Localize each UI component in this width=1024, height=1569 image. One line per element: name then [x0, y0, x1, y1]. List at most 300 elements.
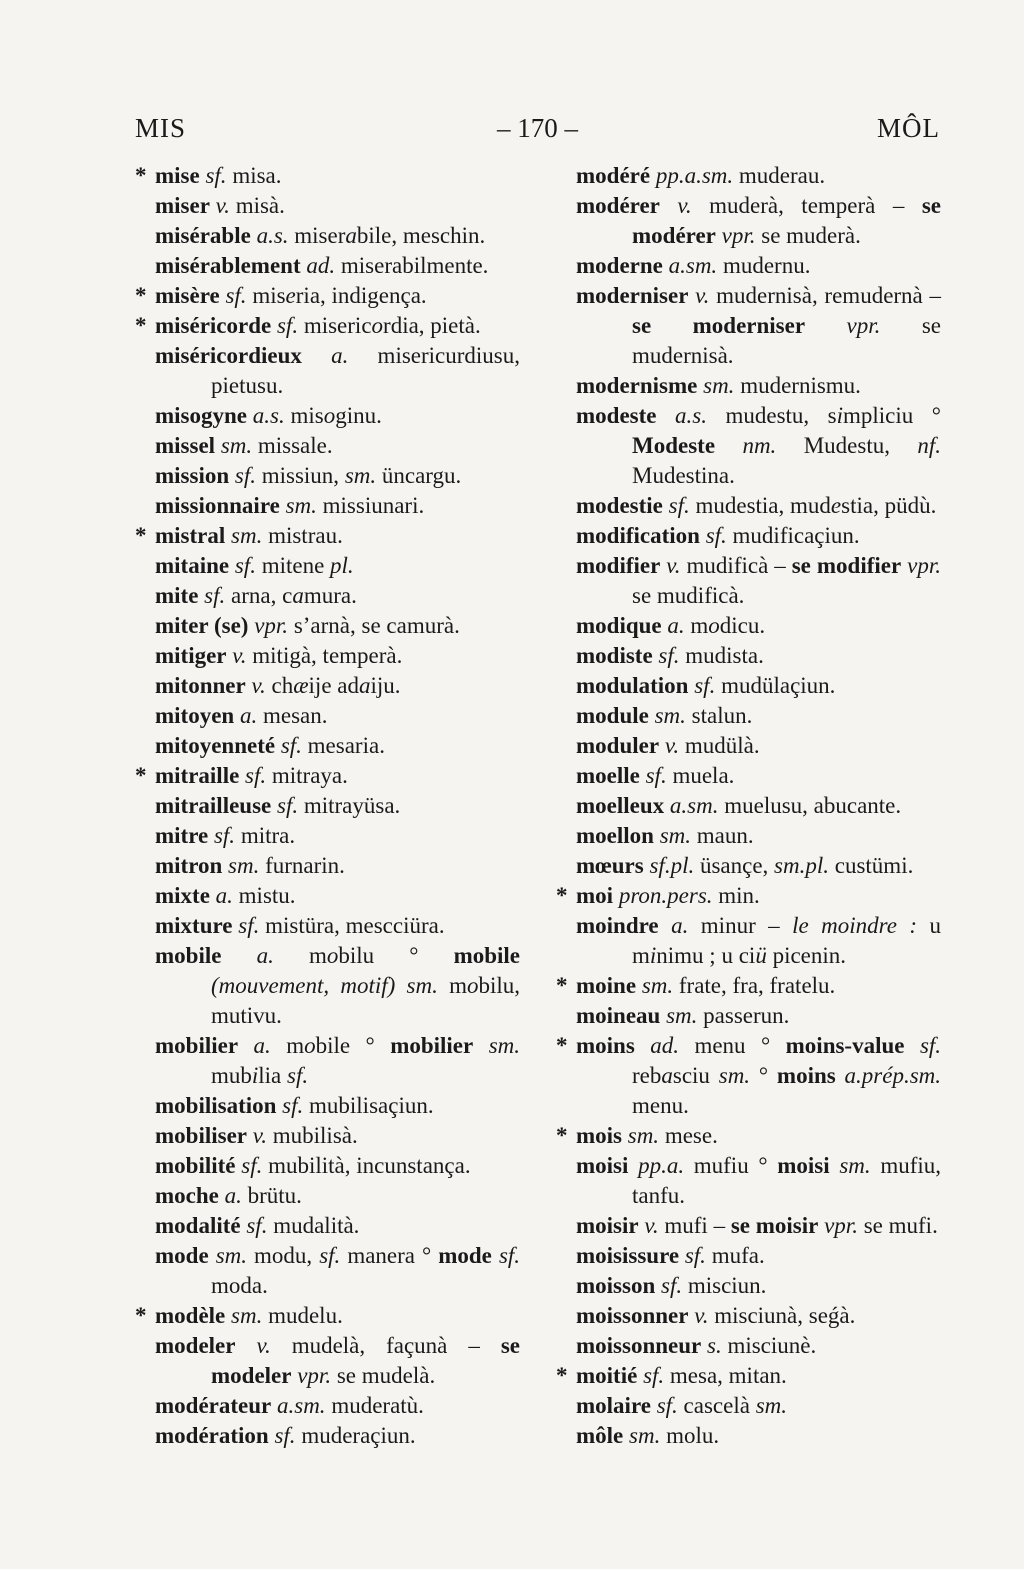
dictionary-entry [135, 821, 520, 851]
translation-text: muderà, temperà – [691, 193, 922, 218]
headword-or-bold-text: moisissure [576, 1243, 680, 1268]
grammar-abbrev-or-italic-text: a.s. [675, 403, 707, 428]
dictionary-entry [135, 1241, 520, 1301]
headword-or-bold-text: miter (se) [155, 613, 249, 638]
dictionary-entry [556, 251, 941, 281]
headword-or-bold-text: moins [776, 1063, 836, 1088]
translation-text [715, 433, 742, 458]
translation-text: se mudelà. [331, 1363, 436, 1388]
grammar-abbrev-or-italic-text: sf. [277, 793, 299, 818]
translation-text: mudernu. [717, 253, 811, 278]
translation-text: mudestu, s [706, 403, 837, 428]
translation-text [904, 1033, 919, 1058]
entry-star: * [135, 1303, 147, 1328]
dictionary-entry [135, 761, 520, 791]
headword-or-bold-text: moderne [576, 253, 663, 278]
dictionary-entry [556, 911, 941, 971]
headword-or-bold-text: modique [576, 613, 662, 638]
translation-text: mudelà, façunà – [270, 1333, 501, 1358]
translation-text: mis [246, 283, 286, 308]
dictionary-entry [556, 521, 941, 551]
dictionary-entry [135, 1331, 520, 1391]
translation-text: mubilisaçiun. [303, 1093, 434, 1118]
dictionary-entry [135, 491, 520, 521]
translation-text: m [273, 943, 327, 968]
translation-text: furnarin. [259, 853, 345, 878]
grammar-abbrev-or-italic-text: e [285, 283, 296, 308]
grammar-abbrev-or-italic-text: sm. [231, 1303, 263, 1328]
grammar-abbrev-or-italic-text: o [708, 613, 720, 638]
translation-text [221, 943, 256, 968]
grammar-abbrev-or-italic-text: sf. [234, 553, 256, 578]
dictionary-entry [135, 1421, 520, 1451]
headword-or-bold-text: modeler [155, 1333, 236, 1358]
grammar-abbrev-or-italic-text: a [359, 673, 371, 698]
headword-or-bold-text: misogyne [155, 403, 247, 428]
dictionary-entry [135, 281, 520, 311]
headword-or-bold-text: mitiger [155, 643, 227, 668]
translation-text: misericurdiusu, pietusu. [211, 343, 521, 398]
dictionary-entry [556, 1031, 941, 1121]
translation-text: miserabilmente. [335, 253, 489, 278]
grammar-abbrev-or-italic-text: a [345, 223, 357, 248]
translation-text: mudernisà, remudernà – [709, 283, 941, 308]
grammar-abbrev-or-italic-text: ad. [306, 253, 336, 278]
headword-or-bold-text: moellon [576, 823, 654, 848]
dictionary-entry [556, 1361, 941, 1391]
translation-text: missale. [252, 433, 333, 458]
grammar-abbrev-or-italic-text: v. [666, 553, 681, 578]
translation-text: stalun. [685, 703, 753, 728]
translation-text [805, 313, 846, 338]
grammar-abbrev-or-italic-text: o [371, 313, 384, 338]
grammar-abbrev-or-italic-text: a. [671, 913, 689, 938]
grammar-abbrev-or-italic-text: sm. [654, 703, 686, 728]
grammar-abbrev-or-italic-text: i [251, 1063, 259, 1088]
dictionary-entry [135, 191, 520, 221]
entry-star: * [556, 1363, 568, 1388]
grammar-abbrev-or-italic-text: o [466, 973, 479, 998]
grammar-abbrev-or-italic-text: sf. [274, 1423, 296, 1448]
guide-word-left: MIS [135, 113, 187, 143]
grammar-abbrev-or-italic-text: sf. [658, 643, 680, 668]
translation-text: passerun. [697, 1003, 790, 1028]
headword-or-bold-text: mitaine [155, 553, 230, 578]
headword-or-bold-text: se modeler [211, 1333, 521, 1388]
translation-text: mufi – [658, 1213, 731, 1238]
column-right [556, 161, 941, 1451]
grammar-abbrev-or-italic-text: vpr. [721, 223, 756, 248]
headword-or-bold-text: mobile [453, 943, 521, 968]
headword-or-bold-text: modifier [576, 553, 661, 578]
entry-star: * [556, 883, 568, 908]
headword-or-bold-text: module [576, 703, 649, 728]
headword-or-bold-text: mobilier [390, 1033, 474, 1058]
dictionary-entry [556, 1001, 941, 1031]
dictionary-entry [135, 701, 520, 731]
translation-text: Mudestina. [632, 463, 735, 488]
headword-or-bold-text: mobilisation [155, 1093, 277, 1118]
grammar-abbrev-or-italic-text: le moindre : [792, 913, 918, 938]
translation-text: menu. [632, 1093, 689, 1118]
grammar-abbrev-or-italic-text: a [661, 1063, 673, 1088]
grammar-abbrev-or-italic-text: a. [256, 943, 274, 968]
dictionary-entry [135, 941, 520, 1031]
dictionary-entry [556, 1421, 941, 1451]
headword-or-bold-text: mixte [155, 883, 210, 908]
grammar-abbrev-or-italic-text: sm. [641, 973, 674, 998]
translation-text: mudificaçiun. [726, 523, 860, 548]
dictionary-entry [556, 971, 941, 1001]
dictionary-entry [135, 1301, 520, 1331]
translation-text: ria, indigença. [295, 283, 427, 308]
dictionary-entry [135, 161, 520, 191]
headword-or-bold-text: moche [155, 1183, 219, 1208]
translation-text: mitra. [235, 823, 296, 848]
grammar-abbrev-or-italic-text: sf. [238, 913, 260, 938]
translation-text [238, 1033, 253, 1058]
grammar-abbrev-or-italic-text: sf. [694, 673, 716, 698]
grammar-abbrev-or-italic-text: v. [256, 1333, 271, 1358]
grammar-abbrev-or-italic-text: sm. [629, 1423, 661, 1448]
translation-text: muelusu, abucante. [718, 793, 902, 818]
translation-text: stia, püdù. [841, 493, 937, 518]
headword-or-bold-text: mitrailleuse [155, 793, 272, 818]
translation-text: miseric [298, 313, 372, 338]
headword-or-bold-text: mise [155, 163, 200, 188]
dictionary-entry [556, 611, 941, 641]
grammar-abbrev-or-italic-text: v. [677, 193, 692, 218]
headword-or-bold-text: se modifier [791, 553, 902, 578]
page-number: – 170 – [497, 113, 578, 143]
dictionary-entry [135, 851, 520, 881]
headword-or-bold-text: môle [576, 1423, 624, 1448]
dictionary-entry [135, 791, 520, 821]
headword-or-bold-text: missel [155, 433, 216, 458]
grammar-abbrev-or-italic-text: sf. [280, 733, 302, 758]
grammar-abbrev-or-italic-text: sf. [241, 1153, 263, 1178]
grammar-abbrev-or-italic-text: sf. [213, 823, 236, 848]
translation-text: u m [632, 913, 942, 968]
translation-text: missiun, [255, 463, 345, 488]
grammar-abbrev-or-italic-text: sm. [220, 433, 253, 458]
translation-text: mufa. [705, 1243, 765, 1268]
grammar-abbrev-or-italic-text: a. [667, 613, 685, 638]
grammar-abbrev-or-italic-text: v. [695, 283, 710, 308]
translation-text: bilu, mutivu. [211, 973, 520, 1028]
grammar-abbrev-or-italic-text: v. [232, 643, 247, 668]
translation-text: nimu ; u ci [656, 943, 756, 968]
grammar-abbrev-or-italic-text: sf. [319, 1243, 341, 1268]
dictionary-entry [556, 671, 941, 701]
translation-text: misa. [226, 163, 282, 188]
grammar-abbrev-or-italic-text: o [304, 1033, 316, 1058]
grammar-abbrev-or-italic-text: vpr. [824, 1213, 858, 1238]
headword-or-bold-text: mois [576, 1123, 622, 1148]
translation-text: misà. [229, 193, 285, 218]
dictionary-entry [556, 1211, 941, 1241]
translation-text: minur – [688, 913, 793, 938]
grammar-abbrev-or-italic-text: sf. [204, 583, 226, 608]
dictionary-entry [556, 1241, 941, 1271]
dictionary-entry [135, 1091, 520, 1121]
grammar-abbrev-or-italic-text: vpr. [297, 1363, 332, 1388]
grammar-abbrev-or-italic-text: sf. [225, 283, 247, 308]
grammar-abbrev-or-italic-text: i [649, 943, 657, 968]
translation-text: mistu. [232, 883, 296, 908]
entry-star: * [556, 973, 568, 998]
headword-or-bold-text: moineau [576, 1003, 661, 1028]
grammar-abbrev-or-italic-text: sf. [919, 1033, 942, 1058]
dictionary-entry [135, 911, 520, 941]
translation-text: mudestia, mud [689, 493, 831, 518]
dictionary-entry [556, 491, 941, 521]
dictionary-entry [556, 821, 941, 851]
headword-or-bold-text: mission [155, 463, 230, 488]
headword-or-bold-text: miséricorde [155, 313, 272, 338]
headword-or-bold-text: misérable [155, 223, 251, 248]
grammar-abbrev-or-italic-text: sm. [703, 373, 735, 398]
translation-text: mudista. [679, 643, 764, 668]
entry-star: * [556, 1033, 568, 1058]
translation-text: Mudestu, [776, 433, 918, 458]
grammar-abbrev-or-italic-text: v. [664, 733, 680, 758]
headword-or-bold-text: moisson [576, 1273, 656, 1298]
dictionary-entry [135, 401, 520, 431]
headword-or-bold-text: mobilité [155, 1153, 236, 1178]
headword-or-bold-text: mitonner [155, 673, 246, 698]
grammar-abbrev-or-italic-text: a.s. [252, 403, 285, 428]
grammar-abbrev-or-italic-text: sm. [627, 1123, 660, 1148]
translation-text: üncargu. [376, 463, 462, 488]
dictionary-entry [135, 671, 520, 701]
headword-or-bold-text: moelle [576, 763, 640, 788]
translation-text [628, 1153, 638, 1178]
translation-text: m [684, 613, 709, 638]
translation-text: misciunè. [721, 1333, 817, 1358]
dictionary-entry [556, 791, 941, 821]
headword-or-bold-text: mobilier [155, 1033, 239, 1058]
translation-text: üsançe, [694, 853, 775, 878]
translation-text [209, 1243, 216, 1268]
dictionary-entry [556, 281, 941, 371]
translation-text: ° [750, 1063, 777, 1088]
translation-text: rdia, pietà. [383, 313, 481, 338]
grammar-abbrev-or-italic-text: a. [215, 883, 233, 908]
dictionary-entry [556, 1121, 941, 1151]
translation-text: mpliciu ° [843, 403, 941, 428]
headword-or-bold-text: mixture [155, 913, 233, 938]
dictionary-entry [556, 401, 941, 491]
headword-or-bold-text: moisi [576, 1153, 629, 1178]
grammar-abbrev-or-italic-text: v. [252, 1123, 268, 1148]
entry-star: * [556, 1123, 568, 1148]
headword-or-bold-text: miséricordieux [155, 343, 302, 368]
headword-or-bold-text: moins [576, 1033, 635, 1058]
headword-or-bold-text: modérer [576, 193, 660, 218]
headword-or-bold-text: moine [576, 973, 637, 998]
dictionary-entry [135, 1121, 520, 1151]
headword-or-bold-text: mœurs [576, 853, 644, 878]
headword-or-bold-text: moduler [576, 733, 660, 758]
grammar-abbrev-or-italic-text: v. [215, 193, 230, 218]
dictionary-entry [135, 581, 520, 611]
headword-or-bold-text: modestie [576, 493, 663, 518]
headword-or-bold-text: moins-value [785, 1033, 905, 1058]
grammar-abbrev-or-italic-text: a. [253, 1033, 271, 1058]
entry-star: * [135, 283, 147, 308]
headword-or-bold-text: se modérer [632, 193, 942, 248]
grammar-abbrev-or-italic-text: sm. [659, 823, 692, 848]
translation-text: bile ° [315, 1033, 391, 1058]
translation-text: se mufi. [857, 1213, 938, 1238]
headword-or-bold-text: modulation [576, 673, 689, 698]
translation-text: lia [258, 1063, 288, 1088]
headword-or-bold-text: mitron [155, 853, 223, 878]
translation-text [473, 1033, 488, 1058]
headword-or-bold-text: moderniser [576, 283, 689, 308]
translation-text: ch [265, 673, 294, 698]
grammar-abbrev-or-italic-text: ü [755, 943, 767, 968]
translation-text: mudülaçiun. [715, 673, 836, 698]
translation-text: moda. [211, 1273, 268, 1298]
dictionary-entry [135, 221, 520, 251]
dictionary-entry [135, 1181, 520, 1211]
dictionary-entry [556, 731, 941, 761]
dictionary-entry [135, 611, 520, 641]
translation-text: manera ° [340, 1243, 439, 1268]
grammar-abbrev-or-italic-text: sf. [705, 523, 727, 548]
translation-text [836, 1063, 845, 1088]
headword-or-bold-text: mobile [155, 943, 222, 968]
grammar-abbrev-or-italic-text: sf. [668, 493, 690, 518]
grammar-abbrev-or-italic-text: sf. [276, 313, 299, 338]
grammar-abbrev-or-italic-text: ad. [650, 1033, 679, 1058]
headword-or-bold-text: modèle [155, 1303, 226, 1328]
dictionary-entry [135, 251, 520, 281]
headword-or-bold-text: se moisir [730, 1213, 819, 1238]
grammar-abbrev-or-italic-text: (mouvement, motif) sm. [211, 973, 438, 998]
grammar-abbrev-or-italic-text: sf. [661, 1273, 683, 1298]
entry-star: * [135, 163, 147, 188]
translation-text: miser [288, 223, 346, 248]
headword-or-bold-text: Modeste [632, 433, 716, 458]
dictionary-entry [556, 1301, 941, 1331]
dictionary-entry [556, 551, 941, 611]
grammar-abbrev-or-italic-text: sm. [718, 1063, 751, 1088]
translation-text: muderatù. [325, 1393, 424, 1418]
dictionary-entry [135, 551, 520, 581]
grammar-abbrev-or-italic-text: pp.a. [638, 1153, 685, 1178]
translation-text: mudalità. [267, 1213, 360, 1238]
headword-or-bold-text: moindre [576, 913, 659, 938]
grammar-abbrev-or-italic-text: a.sm. [277, 1393, 326, 1418]
headword-or-bold-text: modération [155, 1423, 269, 1448]
headword-or-bold-text: modification [576, 523, 700, 548]
translation-text [830, 1153, 840, 1178]
translation-text: mudernismu. [734, 373, 861, 398]
dictionary-entry [135, 1211, 520, 1241]
translation-text: mese. [659, 1123, 718, 1148]
grammar-abbrev-or-italic-text: vpr. [846, 313, 881, 338]
grammar-abbrev-or-italic-text: sm. [228, 853, 260, 878]
translation-text: misciun. [682, 1273, 767, 1298]
headword-or-bold-text: mitoyenneté [155, 733, 276, 758]
dictionary-entry [556, 701, 941, 731]
headword-or-bold-text: mite [155, 583, 199, 608]
grammar-abbrev-or-italic-text: nf. [917, 433, 942, 458]
grammar-abbrev-or-italic-text: i [836, 403, 844, 428]
headword-or-bold-text: modérateur [155, 1393, 272, 1418]
translation-text: mitrayüsa. [298, 793, 401, 818]
grammar-abbrev-or-italic-text: sf. [643, 1363, 665, 1388]
grammar-abbrev-or-italic-text: s. [707, 1333, 722, 1358]
dictionary-entry [556, 1271, 941, 1301]
translation-text: mub [211, 1063, 252, 1088]
grammar-abbrev-or-italic-text: sm. [666, 1003, 698, 1028]
grammar-abbrev-or-italic-text: æ [293, 673, 309, 698]
grammar-abbrev-or-italic-text: e [830, 493, 842, 518]
dictionary-entry [135, 1031, 520, 1091]
grammar-abbrev-or-italic-text: sf. [245, 763, 267, 788]
headword-or-bold-text: mitre [155, 823, 209, 848]
translation-text: min. [712, 883, 760, 908]
translation-text: cascelà [677, 1393, 756, 1418]
translation-text: modu, [247, 1243, 320, 1268]
translation-text: muderau. [733, 163, 826, 188]
headword-or-bold-text: moisi [777, 1153, 830, 1178]
grammar-abbrev-or-italic-text: o [326, 943, 339, 968]
dictionary-entry [556, 641, 941, 671]
translation-text [235, 1333, 256, 1358]
translation-text: muderaçiun. [295, 1423, 416, 1448]
dictionary-entry [556, 851, 941, 881]
grammar-abbrev-or-italic-text: sm. [285, 493, 317, 518]
dictionary-entry [135, 431, 520, 461]
grammar-abbrev-or-italic-text: a. [331, 343, 349, 368]
grammar-abbrev-or-italic-text: sf. [234, 463, 256, 488]
grammar-abbrev-or-italic-text: a.sm. [668, 253, 718, 278]
headword-or-bold-text: modeste [576, 403, 657, 428]
headword-or-bold-text: modalité [155, 1213, 241, 1238]
headword-or-bold-text: molaire [576, 1393, 651, 1418]
headword-or-bold-text: mitraille [155, 763, 240, 788]
translation-text: mitraya. [266, 763, 348, 788]
grammar-abbrev-or-italic-text: pl. [330, 553, 354, 578]
headword-or-bold-text: mobiliser [155, 1123, 247, 1148]
grammar-abbrev-or-italic-text: sf. [287, 1063, 309, 1088]
translation-text: custümi. [829, 853, 914, 878]
translation-text: mis [284, 403, 324, 428]
translation-text: ginu. [335, 403, 382, 428]
translation-text: arna, c [225, 583, 293, 608]
headword-or-bold-text: misérablement [155, 253, 301, 278]
translation-text: ije ad [308, 673, 359, 698]
translation-text [659, 913, 671, 938]
translation-text: missiunari. [316, 493, 425, 518]
translation-text: m [270, 1033, 305, 1058]
translation-text: mufiu ° [684, 1153, 778, 1178]
translation-text: reb [632, 1063, 662, 1088]
dictionary-entry [135, 881, 520, 911]
grammar-abbrev-or-italic-text: a.prép.sm. [844, 1063, 942, 1088]
headword-or-bold-text: mode [438, 1243, 492, 1268]
translation-text: mitene [255, 553, 331, 578]
headword-or-bold-text: moisir [576, 1213, 639, 1238]
dictionary-entry [135, 641, 520, 671]
translation-text: sciu [672, 1063, 719, 1088]
grammar-abbrev-or-italic-text: v. [694, 1303, 709, 1328]
